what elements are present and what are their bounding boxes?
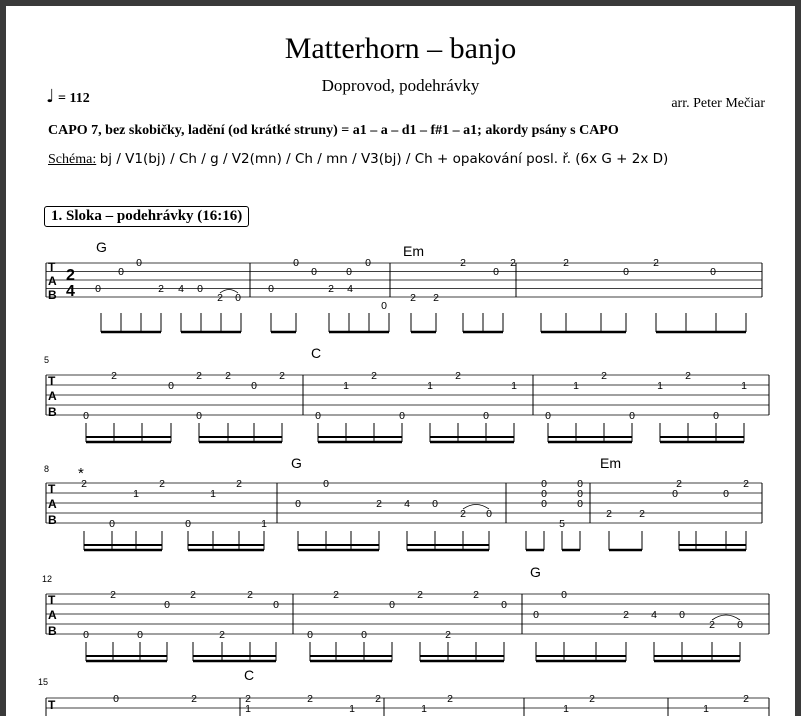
fret-number: 4 [178,283,184,295]
quarter-note-icon: ♩ [46,86,55,107]
fret-number: 1 [343,380,349,392]
fret-number: 0 [113,693,119,705]
fret-number: 2 [417,589,423,601]
schema-label: Schéma: [48,152,97,167]
fret-number: 2 [447,693,453,705]
fret-number: 2 [190,589,196,601]
time-sig-bottom: 4 [66,283,75,300]
fret-number: 1 [421,703,427,715]
fret-number: 2 [110,589,116,601]
clef-t: T [48,593,56,607]
fret-number: 1 [741,380,747,392]
fret-number: 4 [651,609,657,621]
clef-t: T [48,698,56,712]
fret-number: 0 [95,283,101,295]
fret-number: 2 [225,370,231,382]
fret-number: 0 [185,518,191,530]
fret-numbers [83,370,747,422]
clef-t: T [48,482,56,496]
fret-number: 0 [493,266,499,278]
clef-t: T [48,260,56,274]
fret-number: 0 [365,257,371,269]
fret-number: 0 [311,266,317,278]
fret-number: 2 [460,257,466,269]
fret-number: 2 [601,370,607,382]
fret-number: 2 [375,693,381,705]
clef-t: T [48,374,56,388]
fret-number: 0 [323,478,329,490]
staff-lines [46,698,769,708]
fret-number: 2 [510,257,516,269]
fret-number: 2 [159,478,165,490]
system-2 [44,345,769,442]
fret-number: 4 [404,498,410,510]
staff-lines [46,594,769,634]
fret-number: 2 [371,370,377,382]
fret-number: 0 [118,266,124,278]
clef-b: B [48,405,57,419]
fret-number: 0 [361,629,367,641]
arranger-credit: arr. Peter Mečiar [671,96,765,111]
fret-number: 2 [81,478,87,490]
fret-number: 0 [307,629,313,641]
fret-number: 2 [196,370,202,382]
fret-number: 2 [191,693,197,705]
chord-label: C [244,667,255,683]
slur [712,615,740,620]
fret-number: 0 [381,300,387,312]
chord-label: Em [403,243,424,259]
fret-number: 2 [743,478,749,490]
time-signature [66,267,75,300]
fret-number: 0 [541,498,547,510]
rhythm-beams [86,423,744,442]
measure-number: 8 [44,464,50,474]
fret-number: 0 [196,410,202,422]
fret-number: 4 [347,283,353,295]
fret-number: 0 [235,292,241,304]
rhythm-beams [84,531,746,550]
fret-number: 2 [685,370,691,382]
fret-number: 5 [559,518,565,530]
fret-number: 0 [561,589,567,601]
fret-number: 2 [376,498,382,510]
fret-number: 0 [679,609,685,621]
fret-number: 1 [261,518,267,530]
capo-instructions: CAPO 7, bez skobičky, ladění (od krátké struny) = a1 – a – d1 – f#1 – a1; akordy psány s CAPO [48,123,619,138]
sheet-page [6,6,795,716]
fret-number: 2 [563,257,569,269]
barlines [46,698,769,716]
fret-number: 2 [307,693,313,705]
fret-number: 0 [109,518,115,530]
fret-number: 0 [629,410,635,422]
system-3 [44,455,762,550]
measure-number: 12 [42,574,53,584]
fret-number: 0 [541,478,547,490]
fret-number: 1 [511,380,517,392]
chord-label: G [96,239,107,255]
page-title: Matterhorn – banjo [284,32,517,65]
fret-number: 1 [573,380,579,392]
fret-number: 0 [83,629,89,641]
fret-number: 2 [410,292,416,304]
fret-numbers [95,257,716,312]
fret-number: 0 [83,410,89,422]
fret-number: 2 [328,283,334,295]
fret-number: 0 [623,266,629,278]
fret-number: 1 [657,380,663,392]
fret-number: 2 [217,292,223,304]
fret-number: 2 [279,370,285,382]
chord-label: C [311,345,322,361]
fret-number: 0 [432,498,438,510]
fret-number: 0 [268,283,274,295]
clef-a: A [48,389,57,403]
chord-label: Em [600,455,621,471]
fret-number: 1 [427,380,433,392]
fret-number: 2 [676,478,682,490]
fret-number: 2 [445,629,451,641]
fret-number: 2 [433,292,439,304]
fret-number: 0 [483,410,489,422]
fret-number: 1 [245,703,251,715]
fret-number: 2 [460,508,466,520]
tab-clef [48,482,57,527]
fret-number: 0 [486,508,492,520]
fret-number: 2 [639,508,645,520]
fret-numbers [113,693,749,715]
chord-label: G [530,564,541,580]
fret-number: 2 [247,589,253,601]
fret-number: 0 [710,266,716,278]
fret-number: 2 [653,257,659,269]
time-sig-top: 2 [66,267,75,284]
fret-number: 2 [219,629,225,641]
fret-number: 0 [197,283,203,295]
fret-number: 1 [133,488,139,500]
fret-number: 0 [577,498,583,510]
fret-number: 0 [577,478,583,490]
fret-number: 2 [606,508,612,520]
rhythm-beams [101,313,746,332]
fret-number: 0 [168,380,174,392]
system-5 [38,667,769,716]
fret-number: 0 [545,410,551,422]
clef-b: B [48,624,57,638]
fret-number: 0 [315,410,321,422]
rhythm-beams [86,642,740,661]
fret-number: 2 [743,693,749,705]
tab-clef [48,593,57,638]
fret-number: 2 [623,609,629,621]
page-subtitle: Doprovod, podehrávky [321,76,480,95]
fret-number: 2 [455,370,461,382]
fret-number: 0 [164,599,170,611]
chord-label: G [291,455,302,471]
fret-number: 1 [703,703,709,715]
fret-number: 0 [713,410,719,422]
fret-number: 0 [399,410,405,422]
fret-number: 0 [295,498,301,510]
asterisk-symbol: * [78,465,84,482]
fret-number: 1 [563,703,569,715]
fret-number: 2 [589,693,595,705]
clef-b: B [48,288,57,302]
fret-number: 0 [293,257,299,269]
fret-number: 1 [210,488,216,500]
tab-clef [48,374,57,419]
clef-b: B [48,513,57,527]
fret-number: 2 [245,693,251,705]
fret-number: 0 [137,629,143,641]
system-4 [42,564,769,661]
measure-number: 15 [38,677,49,687]
fret-number: 2 [333,589,339,601]
fret-numbers [81,478,749,530]
fret-number: 0 [577,488,583,500]
system-1 [46,239,762,332]
tempo-value: = 112 [58,91,90,106]
fret-number: 0 [737,619,743,631]
fret-number: 0 [273,599,279,611]
fret-number: 0 [501,599,507,611]
fret-numbers [83,589,743,641]
measure-number: 5 [44,355,50,365]
clef-a: A [48,274,57,288]
tab-clef [48,260,57,302]
tablature [6,6,795,716]
section-heading: 1. Sloka – podehrávky (16:16) [44,206,249,227]
fret-number: 2 [111,370,117,382]
fret-number: 0 [533,609,539,621]
fret-number: 1 [349,703,355,715]
fret-number: 0 [136,257,142,269]
fret-number: 0 [541,488,547,500]
clef-a: A [48,497,57,511]
schema-text: bj / V1(bj) / Ch / g / V2(mn) / Ch / mn / V3(bj) / Ch + opakování posl. ř. (6x G + 2x D) [99,151,669,167]
fret-number: 2 [236,478,242,490]
fret-number: 0 [389,599,395,611]
fret-number: 2 [473,589,479,601]
clef-a: A [48,608,57,622]
fret-number: 0 [251,380,257,392]
fret-number: 2 [709,619,715,631]
fret-number: 0 [723,488,729,500]
fret-number: 0 [346,266,352,278]
fret-number: 2 [158,283,164,295]
fret-number: 0 [672,488,678,500]
